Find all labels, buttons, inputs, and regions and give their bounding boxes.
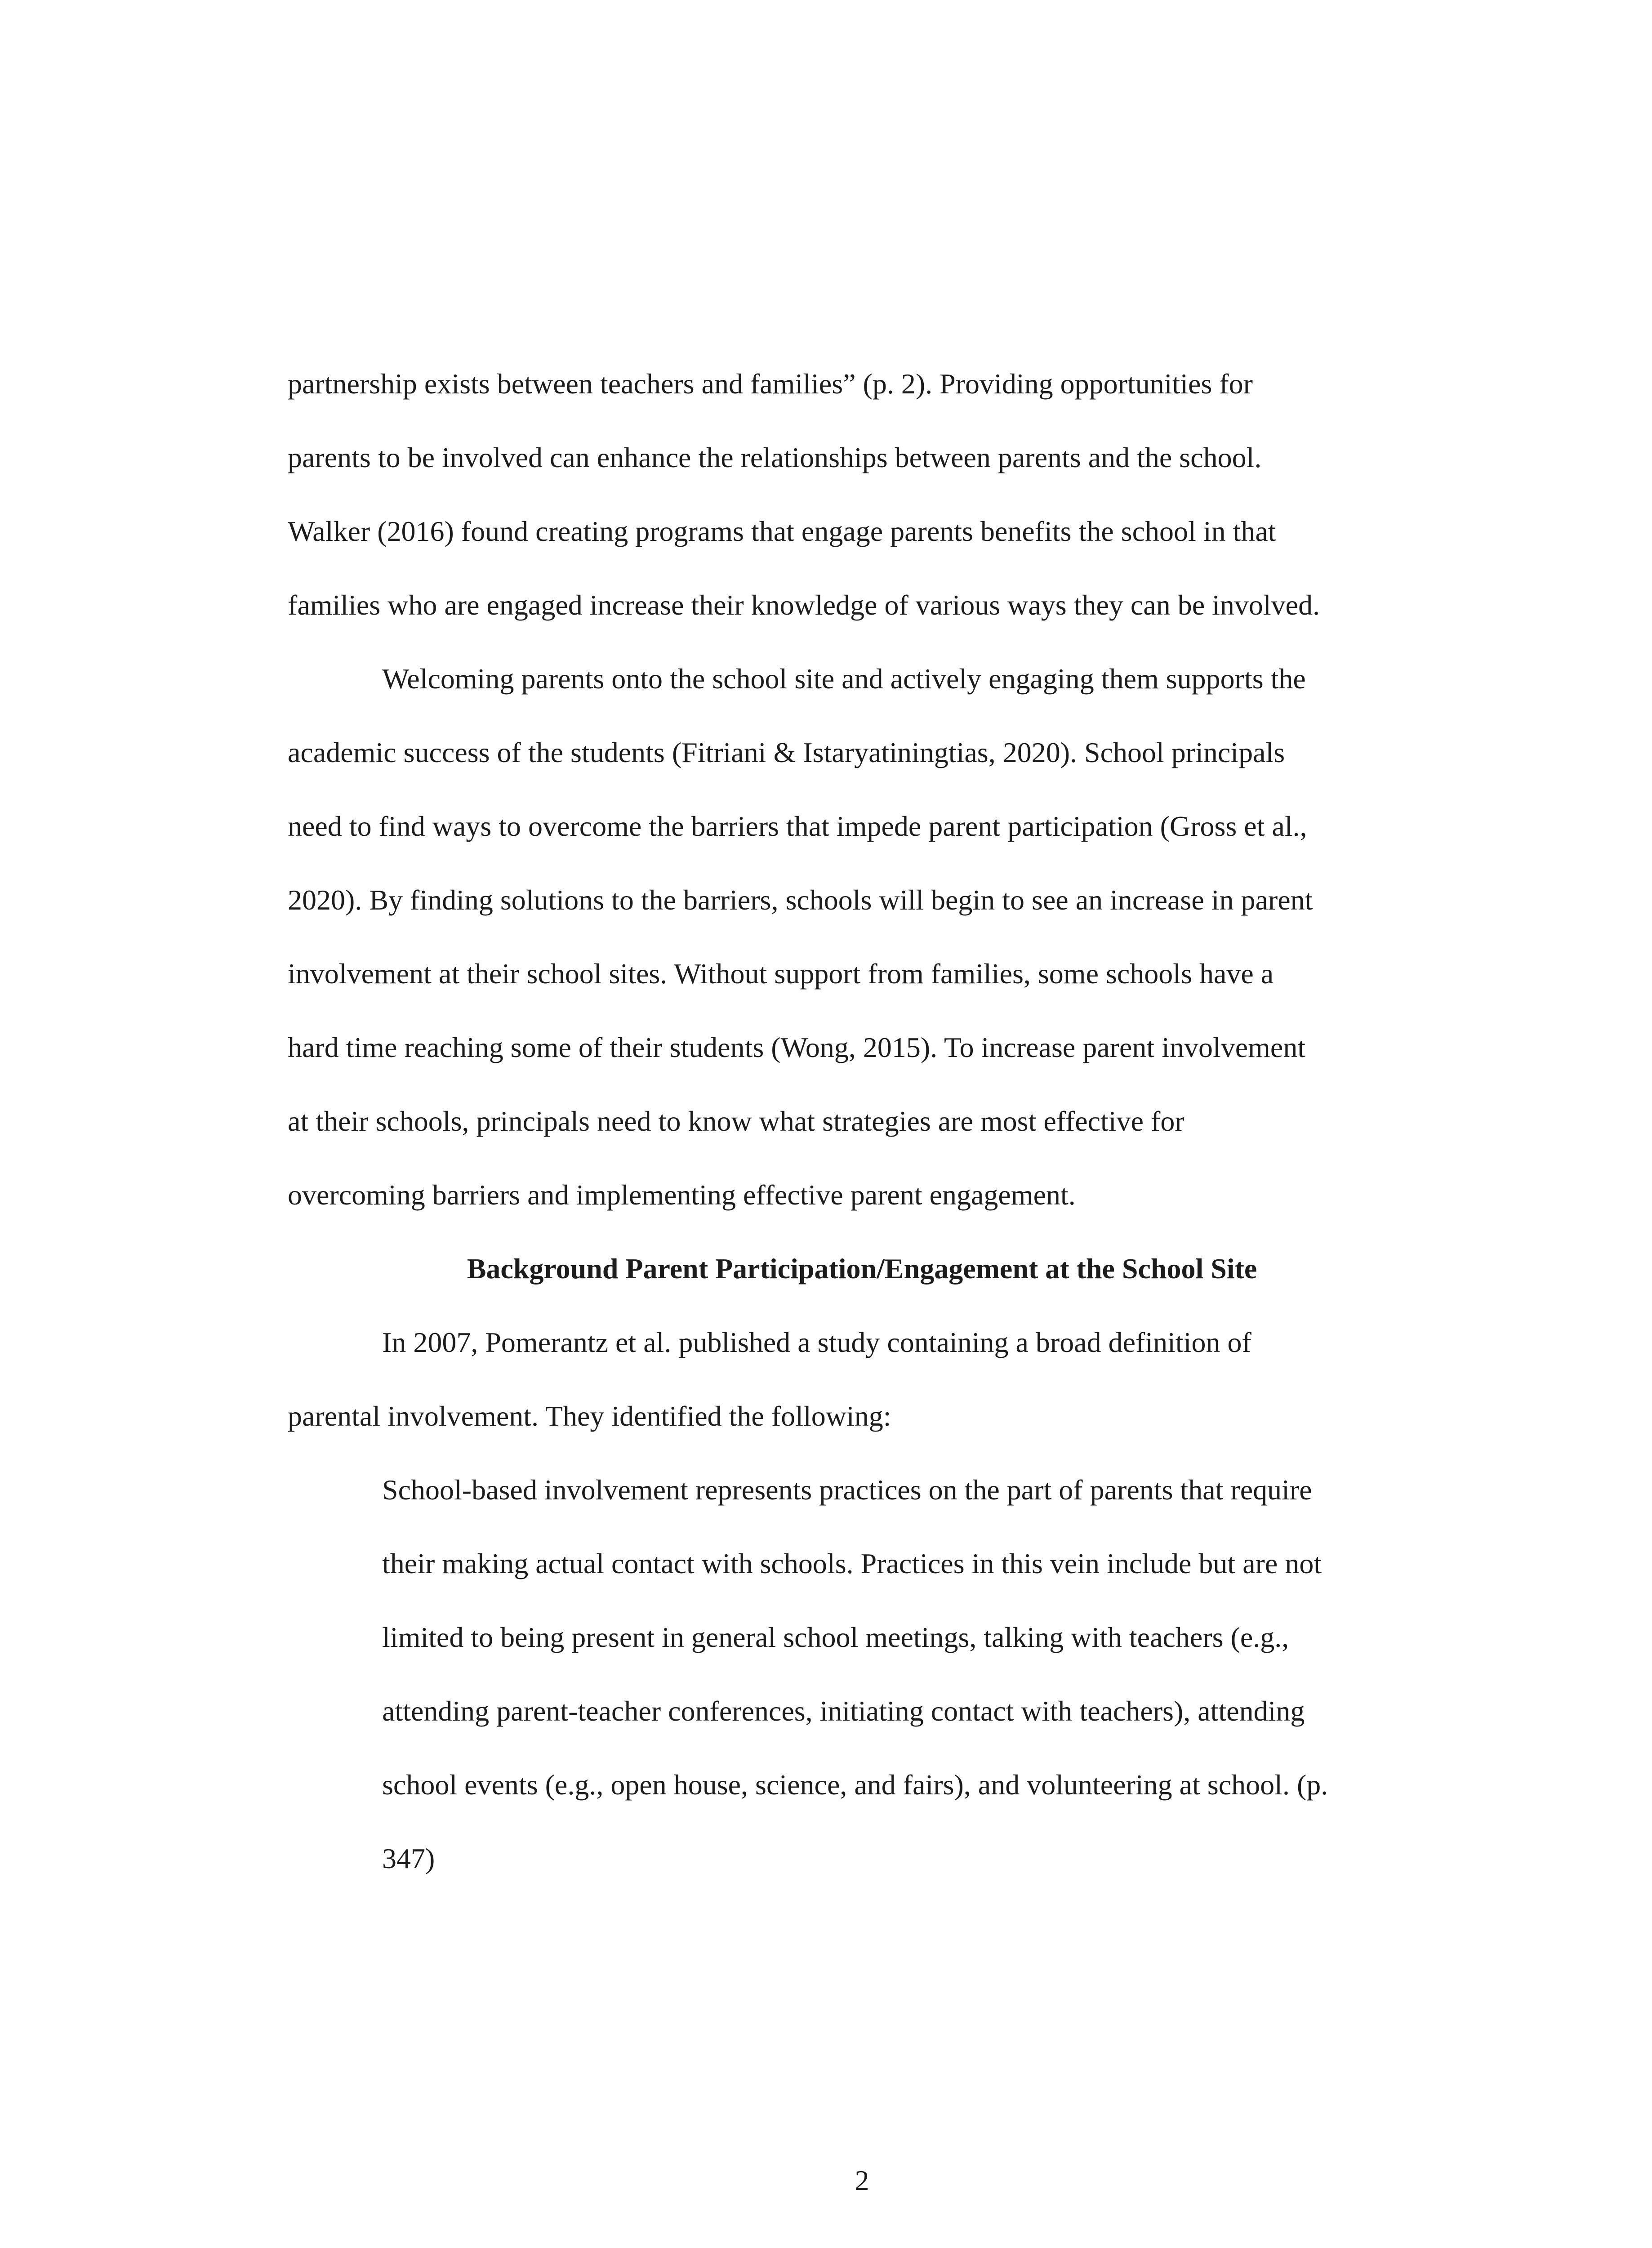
block-quote-line-5: school events (e.g., open house, science, and fairs), and volunteering at school. (p. xyxy=(382,1769,1328,1801)
section-heading: Background Parent Participation/Engagement at the School Site xyxy=(467,1253,1257,1285)
paragraph-1-line-2: parents to be involved can enhance the relationships between parents and the school. xyxy=(288,442,1262,473)
paragraph-1-line-4: families who are engaged increase their knowledge of various ways they can be involved. xyxy=(288,589,1320,621)
block-quote-line-1: School-based involvement represents practices on the part of parents that require xyxy=(382,1474,1312,1506)
block-quote-line-2: their making actual contact with schools. Practices in this vein include but are not xyxy=(382,1548,1322,1579)
paragraph-2-line-1: Welcoming parents onto the school site and actively engaging them supports the xyxy=(382,663,1306,695)
paragraph-1-line-3: Walker (2016) found creating programs that engage parents benefits the school in that xyxy=(288,515,1276,547)
block-quote-line-4: attending parent-teacher conferences, initiating contact with teachers), attending xyxy=(382,1695,1305,1727)
paragraph-2-line-2: academic success of the students (Fitriani & Istaryatiningtias, 2020). School principals xyxy=(288,736,1285,768)
paragraph-2-line-6: hard time reaching some of their students (Wong, 2015). To increase parent involvement xyxy=(288,1031,1306,1063)
paragraph-2-line-5: involvement at their school sites. Without support from families, some schools have a xyxy=(288,958,1274,990)
block-quote-line-3: limited to being present in general school meetings, talking with teachers (e.g., xyxy=(382,1621,1289,1653)
paragraph-1-line-1: partnership exists between teachers and families” (p. 2). Providing opportunities for xyxy=(288,368,1253,400)
paragraph-3-line-2: parental involvement. They identified the following: xyxy=(288,1400,891,1432)
paragraph-3-line-1: In 2007, Pomerantz et al. published a study containing a broad definition of xyxy=(382,1326,1251,1358)
paragraph-2-line-4: 2020). By finding solutions to the barriers, schools will begin to see an increase in parent xyxy=(288,884,1313,916)
paragraph-2-line-3: need to find ways to overcome the barriers that impede parent participation (Gross et al., xyxy=(288,810,1307,842)
paragraph-2-line-8: overcoming barriers and implementing effective parent engagement. xyxy=(288,1179,1076,1211)
block-quote-line-6: 347) xyxy=(382,1842,435,1874)
page-number: 2 xyxy=(855,2164,869,2196)
paragraph-2-line-7: at their schools, principals need to know what strategies are most effective for xyxy=(288,1105,1184,1137)
